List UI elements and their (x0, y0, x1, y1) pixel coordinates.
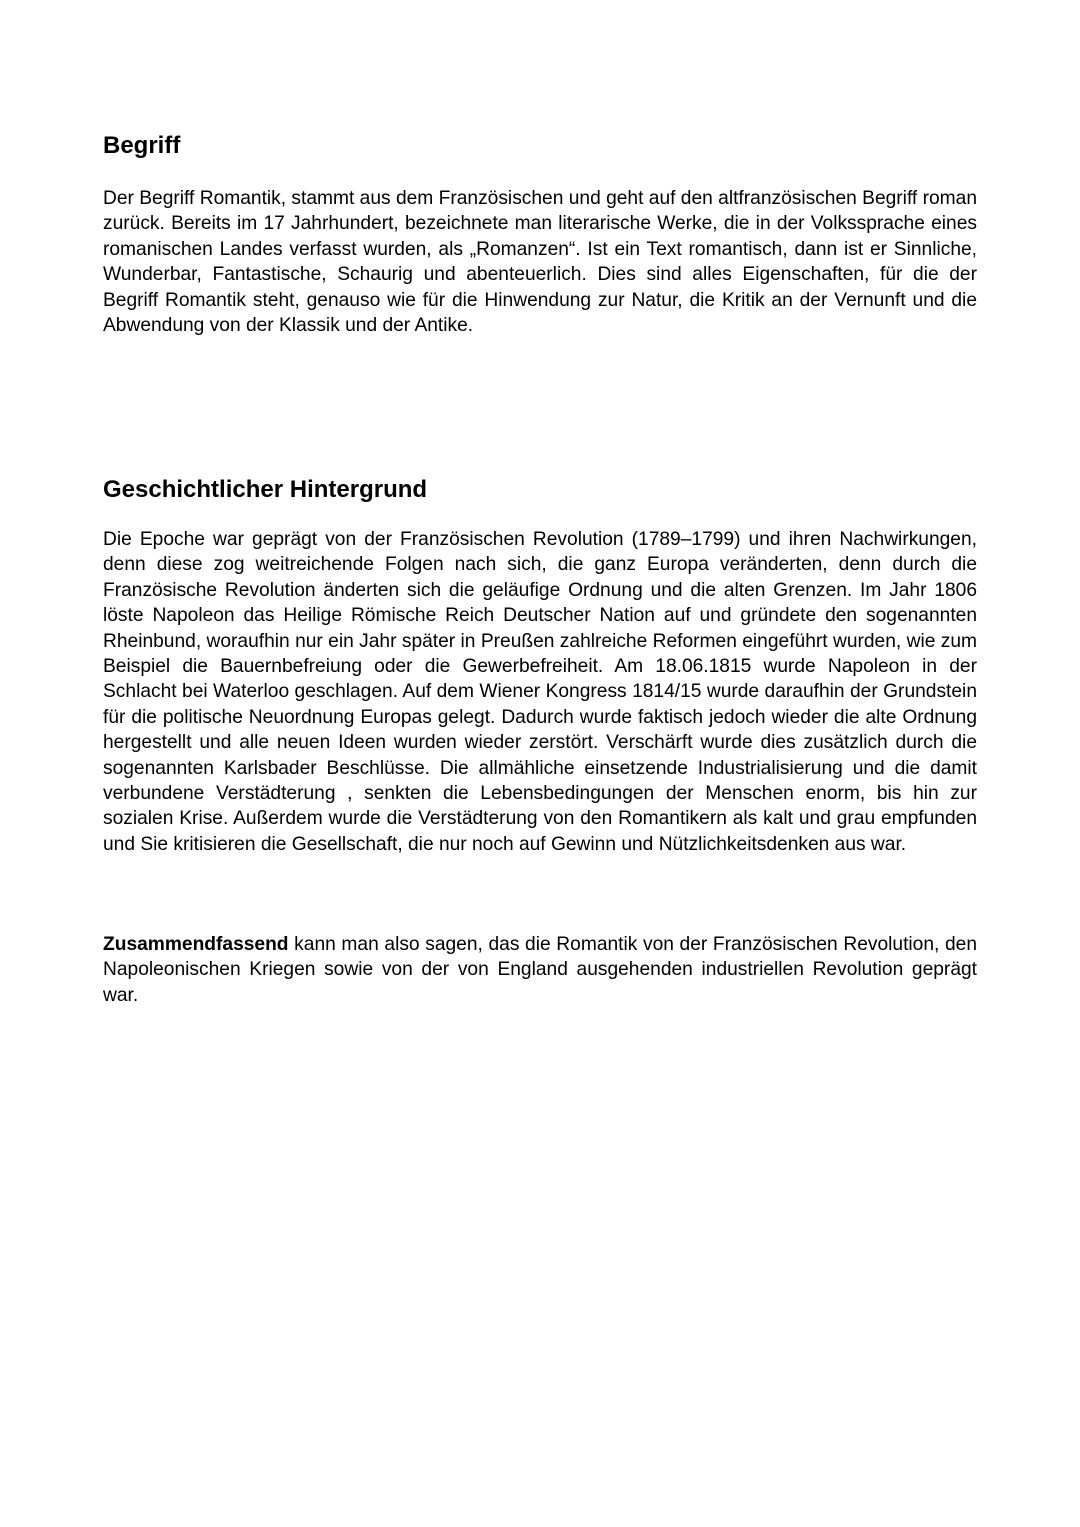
section-paragraph-begriff: Der Begriff Romantik, stammt aus dem Französischen und geht auf den altfranzösischen Begriff roman zurück. Bereits im 17 Jahrhundert, bezeichnete man literarische Werke, die in der Volkssprache eines romanischen Landes verfasst wurden, als „Romanzen“. Ist ein Text romantisch, dann ist er Sinnliche, Wunderbar, Fantastische, Schaurig und abenteuerlich. Dies sind alles Eigenschaften, für die der Begriff Romantik steht, genauso wie für die Hinwendung zur Natur, die Kritik an der Vernunft und die Abwendung von der Klassik und der Antike. (103, 188, 977, 337)
section-heading-geschichte: Geschichtlicher Hintergrund (103, 476, 428, 503)
summary-lead: Zusammendfassend (103, 934, 289, 955)
section-heading-begriff: Begriff (103, 132, 181, 159)
summary-text: kann man also sagen, das die Romantik von der Französischen Revolution, den Napoleonischen Kriegen sowie von der von England ausgehenden industriellen Revolution geprägt war. (103, 934, 977, 1006)
section-paragraph-geschichte: Die Epoche war geprägt von der Französischen Revolution (1789–1799) und ihren Nachwirkungen, denn diese zog weitreichende Folgen nach sich, die ganz Europa veränderten, denn durch die Französische Revolution änderten sich die geläufige Ordnung und die alten Grenzen. Im Jahr 1806 löste Napoleon das Heilige Römische Reich Deutscher Nation auf und gründete den sogenannten Rheinbund, woraufhin nur ein Jahr später in Preußen zahlreiche Reformen eingeführt wurden, wie zum Beispiel die Bauernbefreiung oder die Gewerbefreiheit. Am 18.06.1815 wurde Napoleon in der Schlacht bei Waterloo geschlagen. Auf dem Wiener Kongress 1814/15 wurde daraufhin der Grundstein für die politische Neuordnung Europas gelegt. Dadurch wurde faktisch jedoch wieder die alte Ordnung hergestellt und alle neuen Ideen wurden wieder zerstört. Verschärft wurde dies zusätzlich durch die sogenannten Karlsbader Beschlüsse. Die allmähliche einsetzende Industrialisierung und die damit verbundene Verstädterung , senkten die Lebensbedingungen der Menschen enorm, bis hin zur sozialen Krise. Außerdem wurde die Verstädterung von den Romantikern als kalt und grau empfunden und Sie kritisieren die Gesellschaft, die nur noch auf Gewinn und Nützlichkeitsdenken aus war. (103, 529, 977, 855)
summary-paragraph (103, 932, 977, 1008)
